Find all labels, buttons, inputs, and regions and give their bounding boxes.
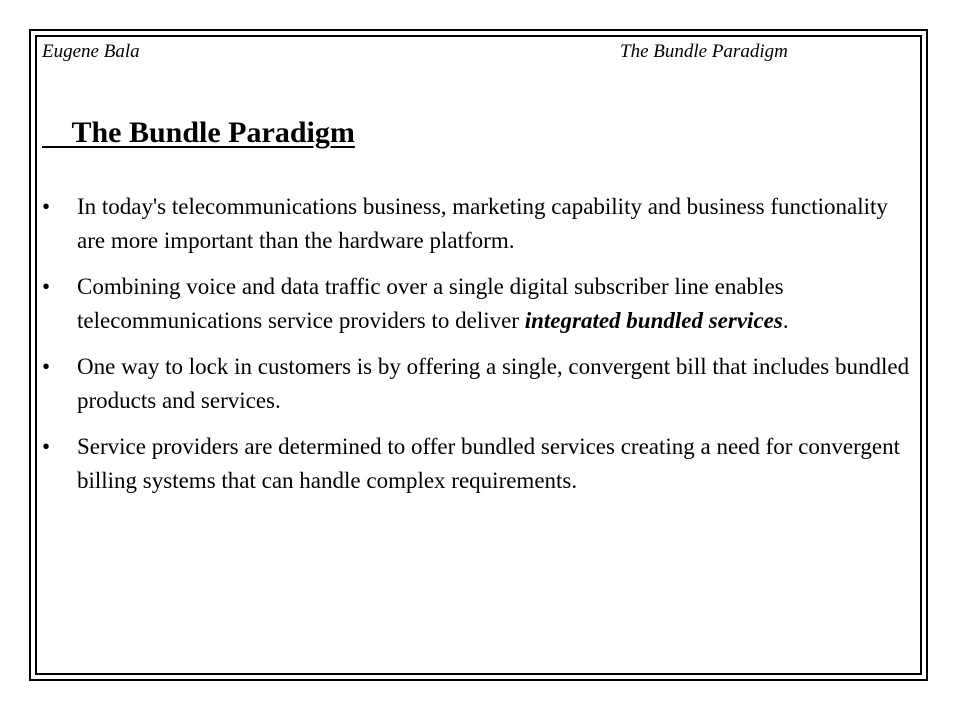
bullet-text-3: One way to lock in customers is by offering a single, convergent bill that includes bundled products and services. xyxy=(77,354,910,413)
bullet-text-4: Service providers are determined to offer bundled services creating a need for convergent billing systems that can handle complex requirements. xyxy=(77,434,900,493)
bullet-marker: • xyxy=(42,274,51,299)
bullet-marker: • xyxy=(42,354,51,379)
bullet-item-2 xyxy=(42,270,910,338)
bullet-marker: • xyxy=(42,434,51,459)
header-running-title: The Bundle Paradigm xyxy=(620,41,788,62)
header-author: Eugene Bala xyxy=(42,41,140,62)
bullet-text-2-before: Combining voice and data traffic over a single digital subscriber line enables telecommunications service providers to deliver xyxy=(77,274,784,333)
bullet-text-2-after: . xyxy=(782,308,789,333)
bullet-item-4 xyxy=(42,430,910,498)
bullet-item-1 xyxy=(42,190,910,258)
bullet-list xyxy=(42,190,910,510)
bullet-item-3 xyxy=(42,350,910,418)
bullet-text-1: In today's telecommunications business, marketing capability and business functionality are more important than the hardware platform. xyxy=(77,194,888,253)
bullet-text-2-emphasis: integrated bundled services xyxy=(524,308,783,333)
slide-title: The Bundle Paradigm xyxy=(42,116,355,149)
bullet-marker: • xyxy=(42,194,51,219)
